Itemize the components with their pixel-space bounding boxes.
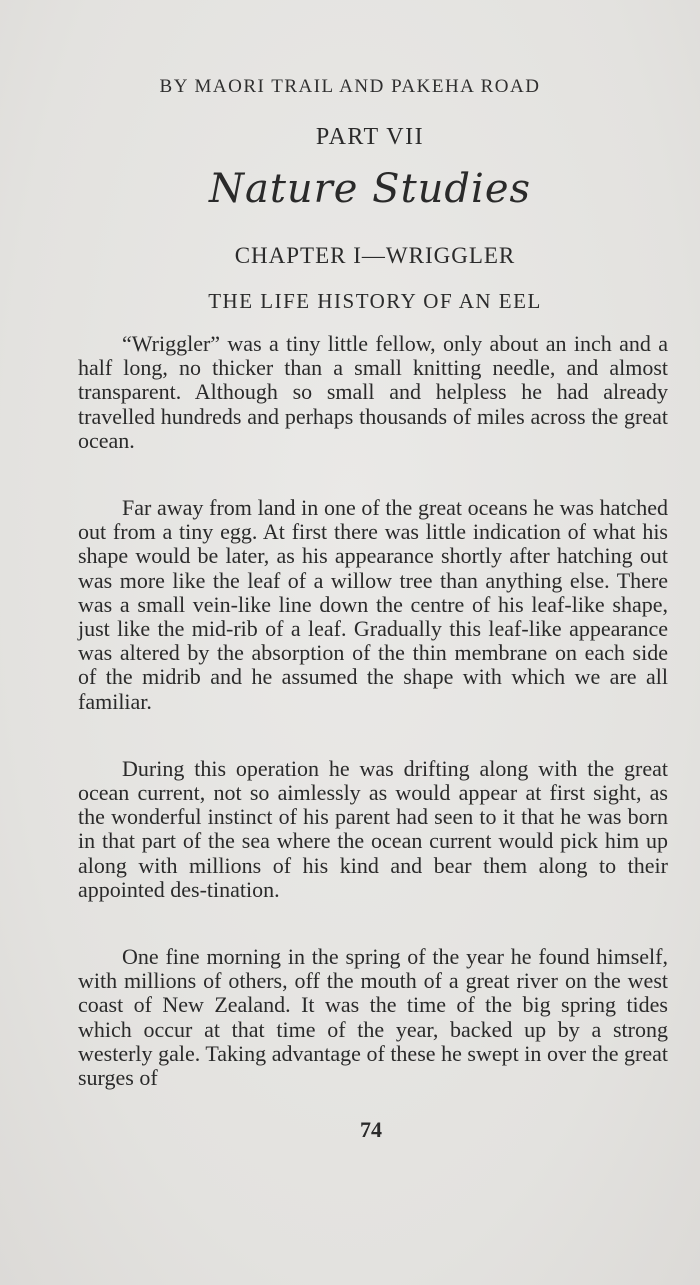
body-text	[78, 332, 668, 1133]
chapter-heading: CHAPTER I—WRIGGLER	[234, 243, 516, 268]
chapter-subtitle: THE LIFE HISTORY OF AN EEL	[208, 289, 542, 313]
section-title: Nature Studies	[208, 166, 532, 212]
paragraph: “Wriggler” was a tiny little fellow, only about an inch and a half long, no thicker than a small knitting needle, and almost transparent. Although so small and helpless he had already travelled hundreds and perhaps thousands of miles across the great ocean.	[78, 331, 668, 453]
paragraph: Far away from land in one of the great oceans he was hatched out from a tiny egg. At first there was little indication of what his shape would be later, as his appearance shortly after hatching out was more like the leaf of a willow tree than anything else. There was a small vein-like line down the centre of his leaf-like shape, just like the mid-rib of a leaf. Gradually this leaf-like appearance was altered by the absorption of the thin membrane on each side of the midrib and he assumed the shape with which we are all familiar.	[78, 495, 668, 714]
running-head: BY MAORI TRAIL AND PAKEHA ROAD	[159, 76, 541, 97]
page-number: 74	[360, 1117, 382, 1142]
paragraph: During this operation he was drifting along with the great ocean current, not so aimlessly as would appear at first sight, as the wonderful instinct of his parent had seen to it that he was born in that part of the sea where the ocean current would pick him up along with millions of his kind and bear them along to their appointed des-tination.	[78, 755, 668, 902]
part-heading: PART VII	[315, 124, 425, 150]
paragraph: One fine morning in the spring of the year he found himself, with millions of others, off the mouth of a great river on the west coast of New Zealand. It was the time of the big spring tides which occur at that time of the year, backed up by a strong westerly gale. Taking advantage of these he swept in over the great surges of	[78, 944, 668, 1091]
